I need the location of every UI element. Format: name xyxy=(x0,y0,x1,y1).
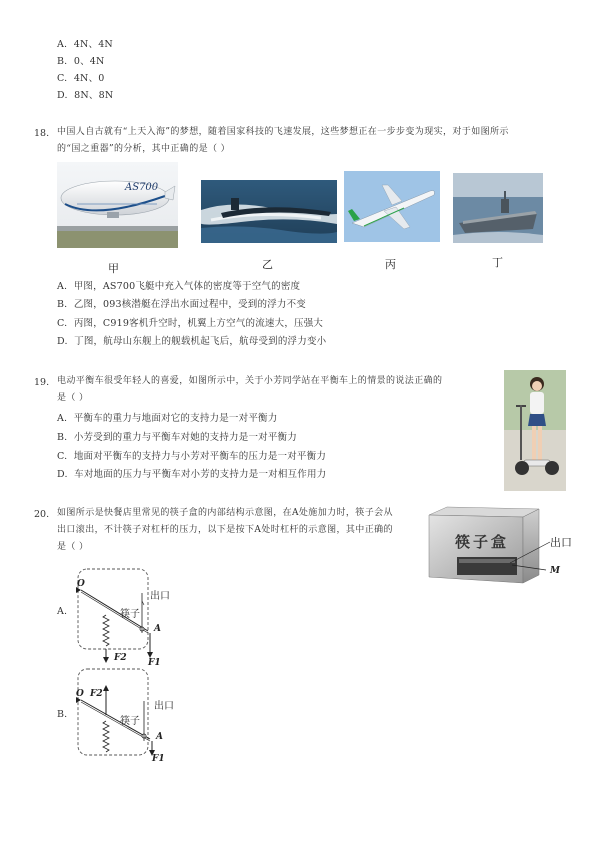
box-exit-label: 出口 xyxy=(550,536,572,549)
diagram-b-chopstick: 筷子 xyxy=(120,716,140,727)
q18-stem: 中国人自古就有“上天入海”的梦想，随着国家科技的飞速发展，这些梦想正在一步步变为现实，对于如图所示 的“国之重器”的分析，其中正确的是（ ） xyxy=(57,127,509,154)
q18-number: 18. xyxy=(34,128,50,139)
submarine-photo xyxy=(201,180,337,243)
q19-option-c: C. 地面对平衡车的支持力与小芳对平衡车的压力是一对平衡力 xyxy=(57,451,327,462)
q18-option-d: D. 丁图，航母山东舰上的舰载机起飞后，航母受到的浮力变小 xyxy=(57,336,327,347)
image-label-jia: 甲 xyxy=(108,262,119,275)
image-label-yi: 乙 xyxy=(262,258,273,271)
lever-diagram-b xyxy=(72,665,182,770)
q18-option-a: A. 甲图，AS700飞艇中充入气体的密度等于空气的密度 xyxy=(57,281,301,292)
q20-option-a-letter: A. xyxy=(57,606,68,617)
q19-option-b: B. 小芳受到的重力与平衡车对她的支持力是一对平衡力 xyxy=(57,432,297,443)
q20-number: 20. xyxy=(34,509,50,520)
diagram-a-exit: 出口 xyxy=(150,591,170,602)
carrier-photo xyxy=(453,173,543,243)
q17-option-b: B. 0、4N xyxy=(57,56,105,67)
image-label-ding: 丁 xyxy=(492,256,503,269)
q17-option-d: D. 8N、8N xyxy=(57,90,114,101)
q17-option-a: A. 4N、4N xyxy=(57,39,113,50)
airship-photo xyxy=(57,162,178,248)
box-m-label: M xyxy=(550,566,560,576)
diagram-a-point-a: A xyxy=(154,624,161,634)
q17-option-c: C. 4N、0 xyxy=(57,73,105,84)
diagram-b-point-a: A xyxy=(156,732,163,742)
diagram-a-f2: F2 xyxy=(114,653,127,663)
q18-option-c: C. 丙图，C919客机升空时，机翼上方空气的流速大，压强大 xyxy=(57,318,324,329)
plane-photo xyxy=(344,171,440,242)
diagram-b-exit: 出口 xyxy=(154,701,174,712)
diagram-a-f1: F1 xyxy=(148,658,161,668)
q20-stem: 如图所示是快餐店里常见的筷子盒的内部结构示意图，在A处施加力时，筷子会从 出口滚出，不计筷子对杠杆的压力，以下是按下A处时杠杆的示意图，其中正确的 是（ ） xyxy=(57,508,393,552)
q19-option-d: D. 车对地面的压力与平衡车对小芳的支持力是一对相互作用力 xyxy=(57,469,327,480)
q19-stem: 电动平衡车很受年轻人的喜爱，如图所示中，关于小芳同学站在平衡车上的情景的说法正确的 是（ ） xyxy=(57,376,443,403)
q20-option-b-letter: B. xyxy=(57,709,68,720)
airship-model-text: AS700 xyxy=(125,182,159,193)
box-title: 筷子盒 xyxy=(455,533,510,551)
diagram-b-pivot-o: O xyxy=(76,689,84,699)
q19-number: 19. xyxy=(34,377,50,388)
q18-option-b: B. 乙图，093核潜艇在浮出水面过程中，受到的浮力不变 xyxy=(57,299,306,310)
diagram-b-f2: F2 xyxy=(90,689,103,699)
diagram-a-pivot-o: O xyxy=(77,579,85,589)
balance-car-photo xyxy=(504,370,566,491)
diagram-a-chopstick: 筷子 xyxy=(120,609,140,620)
lever-diagram-a xyxy=(72,565,182,670)
image-label-bing: 丙 xyxy=(385,258,396,271)
box-leader-lines xyxy=(506,541,552,571)
q19-option-a: A. 平衡车的重力与地面对它的支持力是一对平衡力 xyxy=(57,413,278,424)
diagram-b-f1: F1 xyxy=(152,754,165,764)
